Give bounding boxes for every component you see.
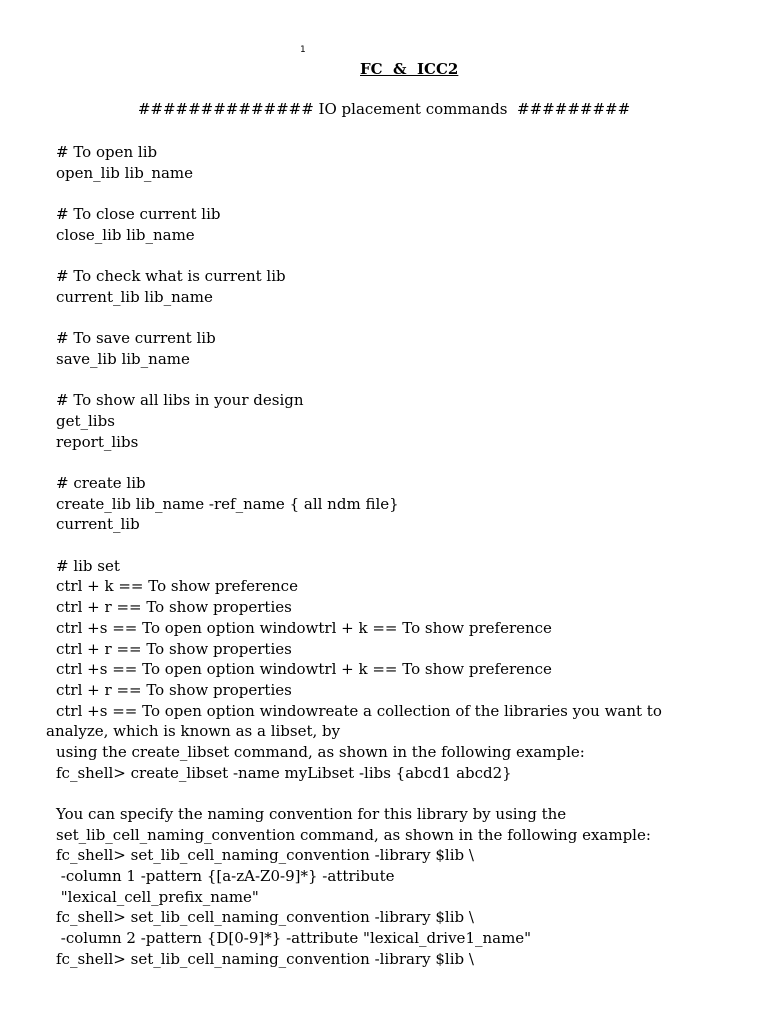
text-line: # lib set xyxy=(56,556,120,575)
text-line: current_lib xyxy=(56,515,140,534)
blank-line xyxy=(56,370,736,391)
text-line: using the create_libset command, as shown in the following example: xyxy=(56,742,585,761)
text-line: open_lib lib_name xyxy=(56,163,194,182)
text-line: create_lib lib_name -ref_name { all ndm file} xyxy=(56,494,399,513)
text-line: You can specify the naming convention for this library by using the xyxy=(56,805,567,823)
text-line: -column 1 -pattern {[a-zA-Z0-9]*} -attribute xyxy=(56,867,395,886)
text-line: # To show all libs in your design xyxy=(56,391,304,410)
text-line: report_libs xyxy=(56,432,139,451)
blank-line xyxy=(56,183,736,204)
blank-line xyxy=(56,308,736,329)
section-heading: ############## IO placement commands ######### xyxy=(137,100,631,118)
text-line: ctrl + r == To show properties xyxy=(56,598,292,617)
text-line: # create lib xyxy=(56,474,146,492)
text-line: # To save current lib xyxy=(56,329,216,348)
blank-line xyxy=(56,783,736,804)
text-line: get_libs xyxy=(56,411,115,430)
text-line: ctrl + r == To show properties xyxy=(56,680,292,699)
document-title: FC & ICC2 xyxy=(360,60,459,78)
document-body xyxy=(46,142,736,970)
text-line: # To open lib xyxy=(56,143,158,161)
text-line: ctrl +s == To open option windowtrl + k == To show preference xyxy=(56,660,552,679)
text-line: ctrl + r == To show properties xyxy=(56,639,292,658)
text-line: -column 2 -pattern {D[0-9]*} -attribute "lexical_drive1_name" xyxy=(56,929,532,948)
blank-line xyxy=(56,535,736,556)
text-line: "lexical_cell_prefix_name" xyxy=(56,887,259,906)
text-line: # To close current lib xyxy=(56,205,221,224)
page-number: 1 xyxy=(300,45,306,55)
text-line: ctrl +s == To open option windowreate a collection of the libraries you want to xyxy=(56,701,662,720)
text-line: fc_shell> set_lib_cell_naming_convention -library $lib \ xyxy=(56,908,474,927)
text-line: fc_shell> set_lib_cell_naming_convention -library $lib \ xyxy=(56,846,474,865)
text-line: analyze, which is known as a libset, by xyxy=(46,722,341,741)
text-line: ctrl +s == To open option windowtrl + k == To show preference xyxy=(56,618,552,637)
text-line: fc_shell> set_lib_cell_naming_convention -library $lib \ xyxy=(56,949,474,968)
blank-line xyxy=(56,245,736,266)
text-line: # To check what is current lib xyxy=(56,267,286,286)
text-line: close_lib lib_name xyxy=(56,225,195,244)
blank-line xyxy=(56,452,736,473)
text-line: ctrl + k == To show preference xyxy=(56,577,298,596)
text-line: current_lib lib_name xyxy=(56,287,213,306)
text-line: save_lib lib_name xyxy=(56,349,190,368)
text-line: set_lib_cell_naming_convention command, as shown in the following example: xyxy=(56,825,651,844)
text-line: fc_shell> create_libset -name myLibset -libs {abcd1 abcd2} xyxy=(56,763,512,782)
